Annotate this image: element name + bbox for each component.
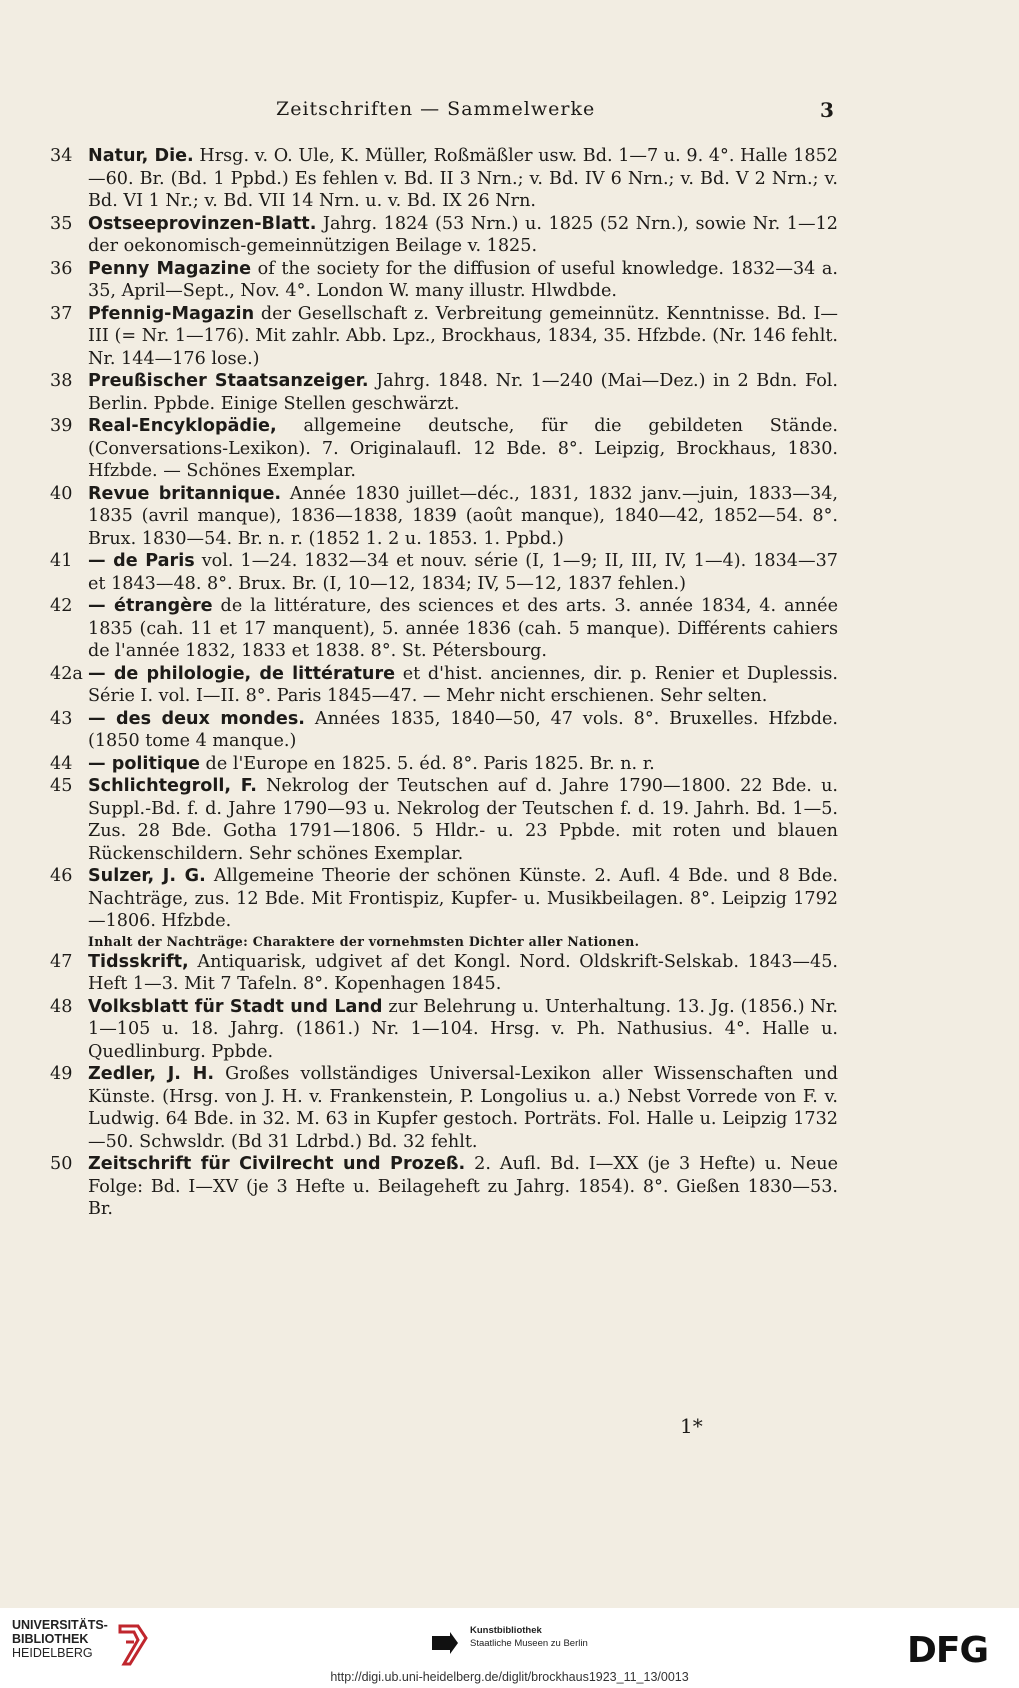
kunstbibliothek-logo[interactable] — [432, 1624, 592, 1660]
entry-note: Inhalt der Nachträge: Charaktere der vornehmsten Dichter aller Nationen. — [88, 933, 640, 949]
entry-description: de l'Europe en 1825. 5. éd. 8°. Paris 1825. Br. n. r. — [199, 753, 655, 774]
entry-number: 34 — [50, 146, 73, 166]
entry-title: Penny Magazine — [88, 258, 252, 279]
catalog-entry — [48, 663, 838, 708]
catalog-entry — [48, 213, 838, 258]
entry-title: Zeitschrift für Civilrecht und Prozeß. — [88, 1154, 466, 1174]
kunstbibliothek-emblem-icon — [432, 1632, 458, 1654]
entry-number: 50 — [50, 1154, 73, 1174]
catalog-entry — [48, 303, 838, 371]
university-library-logo[interactable] — [12, 1618, 172, 1670]
entry-description: 2. Aufl. Bd. I—XX (je 3 Hefte) u. Neue Folge: Bd. I—XV (je 3 Hefte u. Beilageheft zu Jahrg. 1854). 8°. Gießen 1830—53. Br. — [88, 1154, 838, 1219]
catalog-entry — [48, 951, 838, 996]
entry-title: Revue britannique. — [88, 483, 282, 504]
catalog-entry-list — [48, 145, 838, 1221]
catalog-entry — [48, 145, 838, 213]
printer-signature: 1* — [680, 1414, 703, 1438]
entry-description: Jahrg. 1824 (53 Nrn.) u. 1825 (52 Nrn.), sowie Nr. 1—12 der oekonomisch-gemeinnützigen Beilage v. 1825. — [88, 213, 838, 256]
entry-title: Tidsskrift, — [88, 951, 189, 972]
catalog-entry — [48, 996, 838, 1064]
page-header — [0, 98, 1019, 128]
entry-number: 39 — [50, 416, 73, 436]
running-title: Zeitschriften — Sammelwerke — [276, 98, 596, 120]
entry-description: Nekrolog der Teutschen auf d. Jahre 1790—1800. 22 Bde. u. Suppl.-Bd. f. d. Jahre 1790—93 u. Nekrolog der Teutschen f. d. 19. Jahrh. Bd. 1—5. Zus. 28 Bde. Gotha 1791—1806. 5 Hldr.- u. 23 Ppbde. mit roten und blauen Rückenschildern. Sehr schönes Exemplar. — [88, 776, 838, 864]
entry-title: — de Paris — [88, 551, 195, 571]
entry-title: Preußischer Staatsanzeiger. — [88, 371, 369, 391]
catalog-entry — [48, 595, 838, 663]
library-logo-line1: UNIVERSITÄTS- — [12, 1618, 108, 1632]
entry-number: 35 — [50, 213, 73, 234]
dfg-logo[interactable]: DFG — [907, 1630, 989, 1671]
entry-number: 41 — [50, 551, 73, 571]
entry-number: 45 — [50, 776, 73, 796]
library-logo-line2: BIBLIOTHEK — [12, 1632, 89, 1646]
entry-title: Schlichtegroll, F. — [88, 776, 257, 796]
entry-title: — politique — [88, 753, 200, 774]
library-emblem-icon — [116, 1620, 152, 1668]
catalog-entry — [48, 415, 838, 483]
entry-description: der Gesellschaft z. Verbreitung gemeinnütz. Kenntnisse. Bd. I—III (= Nr. 1—176). Mit zahlr. Abb. Lpz., Brockhaus, 1834, 35. Hfzbde. (Nr. 146 fehlt. Nr. 144—176 lose.) — [88, 303, 838, 369]
entry-title: Sulzer, J. G. — [88, 866, 206, 886]
catalog-entry — [48, 550, 838, 595]
entry-description: Année 1830 juillet—déc., 1831, 1832 janv.—juin, 1833—34, 1835 (avril manque), 1836—1838, 1839 (août manque), 1840—42, 1852—54. 8°. Brux. 1830—54. Br. n. r. (1852 1. 2 u. 1853. 1. Ppbd.) — [88, 483, 838, 549]
entry-number: 37 — [50, 303, 73, 324]
catalog-entry — [48, 708, 838, 753]
kunstbibliothek-subtitle: Staatliche Museen zu Berlin — [470, 1638, 588, 1649]
catalog-entry — [48, 1063, 838, 1153]
page-number: 3 — [820, 98, 834, 122]
library-logo-line3: HEIDELBERG — [12, 1646, 93, 1660]
entry-title: Real-Encyklopädie, — [88, 416, 277, 436]
entry-description: Années 1835, 1840—50, 47 vols. 8°. Bruxelles. Hfzbde. (1850 tome 4 manque.) — [88, 708, 838, 751]
entry-description: of the society for the diffusion of useful knowledge. 1832—34 a. 35, April—Sept., Nov. 4°. London W. many illustr. Hlwdbde. — [88, 258, 838, 301]
catalog-entry — [48, 258, 838, 303]
entry-title: — de philologie, de littérature — [88, 663, 396, 684]
entry-description: Allgemeine Theorie der schönen Künste. 2. Aufl. 4 Bde. und 8 Bde. Nachträge, zus. 12 Bde. Mit Frontispiz, Kupfer- u. Musikbeilagen. 8°. Leipzig 1792—1806. Hfzbde. — [88, 866, 839, 931]
entry-number: 42 — [50, 596, 73, 616]
catalog-entry — [48, 775, 838, 865]
entry-description: allgemeine deutsche, für die gebildeten Stände. (Conversations-Lexikon). 7. Originalaufl. 12 Bde. 8°. Leipzig, Brockhaus, 1830. Hfzbde. — Schönes Exemplar. — [88, 416, 838, 481]
entry-description: Großes vollständiges Universal-Lexikon aller Wissenschaften und Künste. (Hrsg. von J. H. v. Frankenstein, P. Longolius u. a.) Nebst Vorrede von F. v. Ludwig. 64 Bde. in 32. M. 63 in Kupfer gestoch. Porträts. Fol. Halle u. Leipzig 1732—50. Schwsldr. (Bd 31 Ldrbd.) Bd. 32 fehlt. — [88, 1064, 838, 1152]
entry-description: zur Belehrung u. Unterhaltung. 13. Jg. (1856.) Nr. 1—105 u. 18. Jahrg. (1861.) Nr. 1—104. Hrsg. v. Ph. Nathusius. 4°. Halle u. Quedlinburg. Ppbde. — [88, 996, 838, 1062]
entry-description: Antiquarisk, udgivet af det Kongl. Nord. Oldskrift-Selskab. 1843—45. Heft 1—3. Mit 7 Tafeln. 8°. Kopenhagen 1845. — [88, 951, 838, 994]
catalog-entry — [48, 1153, 838, 1221]
entry-number: 36 — [50, 258, 73, 279]
entry-title: Ostseeprovinzen-Blatt. — [88, 213, 317, 234]
entry-number: 47 — [50, 951, 73, 972]
entry-number: 40 — [50, 483, 73, 504]
entry-description: Jahrg. 1848. Nr. 1—240 (Mai—Dez.) in 2 Bdn. Fol. Berlin. Ppbde. Einige Stellen geschwärzt. — [88, 371, 839, 414]
entry-number: 42a — [50, 663, 83, 684]
permalink-url[interactable]: http://digi.ub.uni-heidelberg.de/diglit/brockhaus1923_11_13/0013 — [330, 1670, 689, 1684]
kunstbibliothek-name: Kunstbibliothek — [470, 1625, 542, 1636]
entry-title: Volksblatt für Stadt und Land — [88, 996, 383, 1017]
entry-title: Zedler, J. H. — [88, 1064, 215, 1084]
entry-number: 48 — [50, 996, 73, 1017]
entry-title: Pfennig-Magazin — [88, 303, 255, 324]
entry-number: 44 — [50, 753, 73, 774]
entry-description: de la littérature, des sciences et des arts. 3. année 1834, 4. année 1835 (cah. 11 et 17 manquent), 5. année 1836 (cah. 5 manque). Différents cahiers de l'année 1832, 1833 et 1838. 8°. St. Pétersbourg. — [88, 596, 838, 661]
entry-description: vol. 1—24. 1832—34 et nouv. série (I, 1—9; II, III, IV, 1—4). 1834—37 et 1843—48. 8°. Brux. Br. (I, 10—12, 1834; IV, 5—12, 1837 fehlen.) — [88, 551, 838, 594]
entry-number: 43 — [50, 708, 73, 729]
entry-number: 46 — [50, 866, 73, 886]
catalog-entry — [48, 865, 838, 951]
catalog-entry — [48, 483, 838, 551]
entry-description: et d'hist. anciennes, dir. p. Renier et Duplessis. Série I. vol. I—II. 8°. Paris 1845—47. — Mehr nicht erschienen. Sehr selten. — [88, 663, 838, 706]
catalog-entry — [48, 370, 838, 415]
entry-number: 49 — [50, 1064, 73, 1084]
entry-number: 38 — [50, 371, 73, 391]
entry-description: Hrsg. v. O. Ule, K. Müller, Roßmäßler usw. Bd. 1—7 u. 9. 4°. Halle 1852—60. Br. (Bd. 1 Ppbd.) Es fehlen v. Bd. II 3 Nrn.; v. Bd. IV 6 Nrn.; v. Bd. V 2 Nrn.; v. Bd. VI 1 Nr.; v. Bd. VII 14 Nrn. u. v. Bd. IX 26 Nrn. — [88, 146, 839, 211]
entry-title: Natur, Die. — [88, 146, 194, 166]
entry-title: — des deux mondes. — [88, 708, 305, 729]
catalog-entry — [48, 753, 838, 776]
entry-title: — étrangère — [88, 596, 213, 616]
